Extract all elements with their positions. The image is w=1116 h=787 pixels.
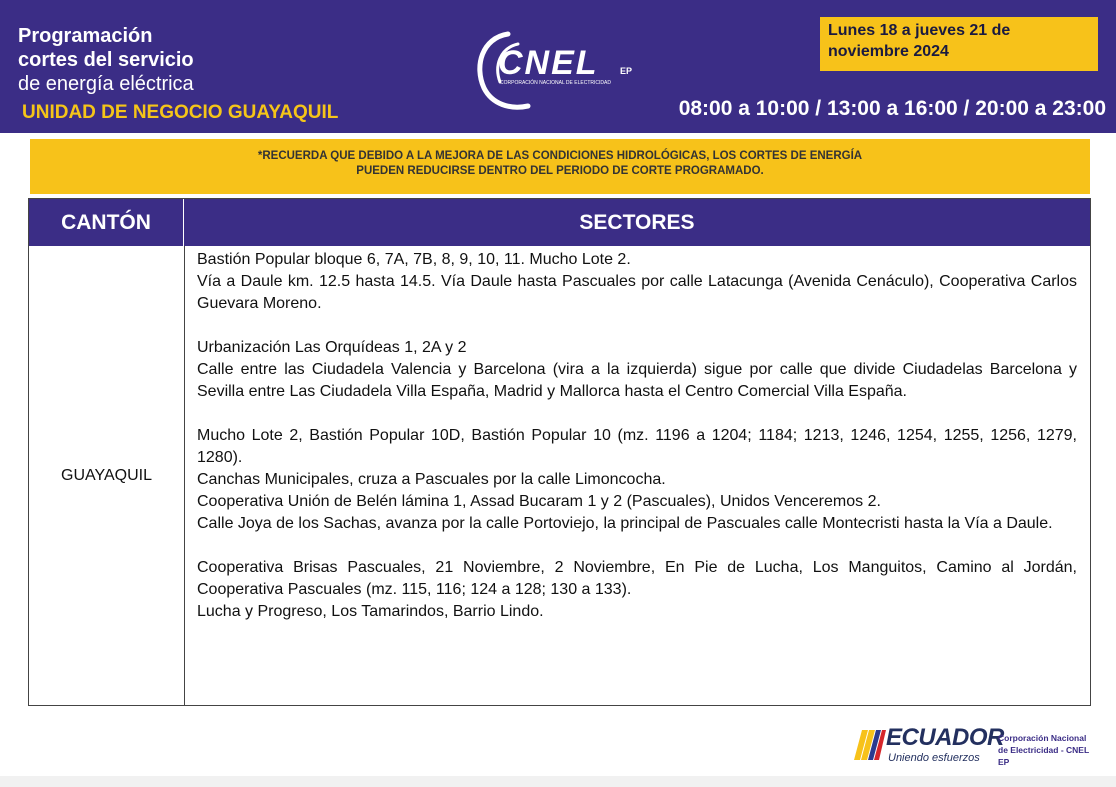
logo-suffix: EP (620, 66, 633, 76)
title-line-1: Programación (18, 25, 153, 47)
sector-group-2 (197, 337, 1077, 403)
ecuador-slogan: Uniendo esfuerzos (888, 752, 980, 764)
ecuador-wordmark: ECUADOR (886, 724, 1004, 751)
title-block (18, 24, 194, 96)
cnel-logo (470, 26, 670, 116)
logo-wordmark: CNEL (498, 44, 599, 82)
sector-line: Lucha y Progreso, Los Tamarindos, Barrio Lindo. (197, 603, 544, 620)
notice-banner (30, 139, 1090, 194)
sector-line: Vía a Daule km. 12.5 hasta 14.5. Vía Daule hasta Pascuales por calle Latacunga (Avenida Cenáculo), Cooperativa Carlos Guevara Moreno. (197, 273, 1077, 312)
column-header-canton: CANTÓN (29, 199, 184, 246)
corporation-line-2: de Electricidad - CNEL EP (998, 745, 1090, 767)
sector-line: Mucho Lote 2, Bastión Popular 10D, Bastión Popular 10 (mz. 1196 a 1204; 1184; 1213, 1246, 1254, 1255, 1256, 1279, 1280). (197, 427, 1077, 466)
title-line-3: de energía eléctrica (18, 73, 194, 95)
title-line-2: cortes del servicio (18, 49, 194, 71)
sector-line: Calle Joya de los Sachas, avanza por la calle Portoviejo, la principal de Pascuales calle Montecristi hasta la Vía a Daule. (197, 515, 1053, 532)
corporation-name (998, 732, 1102, 768)
sector-line: Cooperativa Brisas Pascuales, 21 Noviembre, 2 Noviembre, En Pie de Lucha, Los Manguitos, Camino al Jordán, Cooperativa Pascuales (mz. 115, 116; 124 a 128; 130 a 133). (197, 559, 1077, 598)
sector-line: Calle entre las Ciudadela Valencia y Barcelona (vira a la izquierda) sigue por calle que divide Ciudadelas Barcelona y Sevilla entre Las Ciudadela Villa España, Madrid y Mallorca hasta el Centro Comercial Villa España. (197, 361, 1077, 400)
schedule-times: 08:00 a 10:00 / 13:00 a 16:00 / 20:00 a 23:00 (678, 97, 1106, 120)
ecuador-flag-stripes-icon (852, 728, 886, 762)
ecuador-footer-logo (852, 724, 1102, 770)
table-header (29, 199, 1090, 246)
column-divider (184, 246, 185, 706)
canton-cell: GUAYAQUIL (61, 467, 152, 484)
sector-line: Canchas Municipales, cruza a Pascuales por la calle Limoncocha. (197, 471, 666, 488)
outage-table (28, 198, 1091, 706)
business-unit-name: UNIDAD DE NEGOCIO GUAYAQUIL (22, 102, 339, 123)
date-range-text: Lunes 18 a jueves 21 de noviembre 2024 (828, 22, 1011, 60)
sector-line: Cooperativa Unión de Belén lámina 1, Assad Bucaram 1 y 2 (Pascuales), Unidos Venceremos 2. (197, 493, 881, 510)
notice-line-2: PUEDEN REDUCIRSE DENTRO DEL PERIODO DE CORTE PROGRAMADO. (356, 165, 764, 177)
corporation-line-1: Corporación Nacional (998, 733, 1087, 743)
header-banner (0, 0, 1116, 133)
column-header-sectores: SECTORES (579, 210, 695, 234)
notice-line-1: *RECUERDA QUE DEBIDO A LA MEJORA DE LAS CONDICIONES HIDROLÓGICAS, LOS CORTES DE ENERGÍA (257, 150, 863, 162)
sectors-cell (197, 249, 1077, 623)
sector-line: Urbanización Las Orquídeas 1, 2A y 2 (197, 339, 467, 356)
logo-subtitle: CORPORACIÓN NACIONAL DE ELECTRICIDAD (500, 80, 611, 86)
date-range-box (820, 17, 1098, 71)
sector-group-1 (197, 249, 1077, 315)
sector-group-4 (197, 557, 1077, 623)
sector-group-3 (197, 425, 1077, 535)
sector-line: Bastión Popular bloque 6, 7A, 7B, 8, 9, 10, 11. Mucho Lote 2. (197, 251, 631, 268)
